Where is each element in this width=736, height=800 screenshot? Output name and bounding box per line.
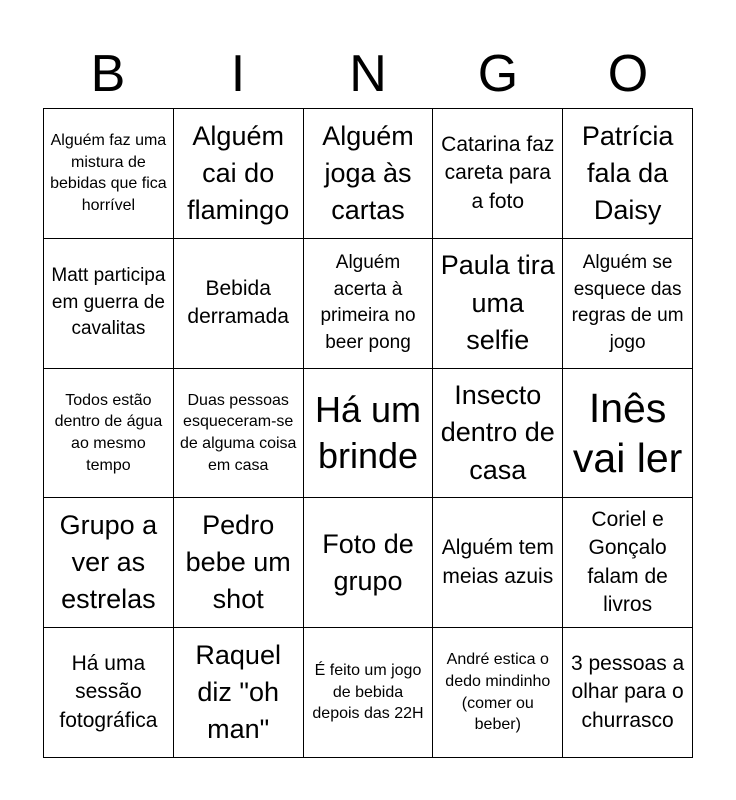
cell-text: Inês vai ler xyxy=(572,384,683,481)
bingo-cell[interactable] xyxy=(44,239,174,369)
header-letter-n: N xyxy=(349,45,387,103)
cell-text: Alguém se esquece das regras de um jogo xyxy=(571,252,684,353)
cell-text: Alguém acerta à primeira no beer pong xyxy=(320,252,416,353)
bingo-cell[interactable] xyxy=(563,239,693,369)
bingo-cell[interactable] xyxy=(174,109,304,239)
cell-text: Há um brinde xyxy=(314,388,421,476)
cell-text: Patrícia fala da Daisy xyxy=(581,120,674,226)
bingo-cell[interactable] xyxy=(44,369,174,499)
bingo-cell[interactable] xyxy=(304,369,434,499)
cell-text: Duas pessoas esqueceram-se de alguma coisa em casa xyxy=(179,391,297,474)
bingo-cell[interactable] xyxy=(174,628,304,758)
bingo-cell[interactable] xyxy=(304,628,434,758)
header-letter-o: O xyxy=(607,45,649,103)
bingo-cell[interactable] xyxy=(563,109,693,239)
cell-text: Alguém cai do flamingo xyxy=(187,120,290,226)
bingo-cell[interactable] xyxy=(304,109,434,239)
bingo-header xyxy=(43,40,693,108)
bingo-cell[interactable] xyxy=(563,628,693,758)
cell-text: Alguém joga às cartas xyxy=(322,120,414,226)
bingo-cell[interactable] xyxy=(433,498,563,628)
bingo-cell[interactable] xyxy=(433,369,563,499)
bingo-cell[interactable] xyxy=(174,239,304,369)
bingo-cell[interactable] xyxy=(563,498,693,628)
bingo-board xyxy=(43,108,693,758)
bingo-cell[interactable] xyxy=(433,239,563,369)
bingo-cell[interactable] xyxy=(304,498,434,628)
bingo-cell[interactable] xyxy=(433,628,563,758)
cell-text: Foto de grupo xyxy=(322,528,414,596)
cell-text: Grupo a ver as estrelas xyxy=(59,509,158,615)
cell-text: 3 pessoas a olhar para o churrasco xyxy=(570,652,685,732)
bingo-cell[interactable] xyxy=(44,628,174,758)
cell-text: Bebida derramada xyxy=(187,276,289,329)
cell-text: Paula tira uma selfie xyxy=(440,250,555,355)
bingo-cell[interactable] xyxy=(44,109,174,239)
cell-text: Raquel diz "oh man" xyxy=(195,639,281,745)
cell-text: Insecto dentro de casa xyxy=(440,380,555,485)
header-letter-b: B xyxy=(90,45,126,103)
header-letter-g: G xyxy=(477,45,519,103)
cell-text: André estica o dedo mindinho (comer ou beber) xyxy=(445,651,551,734)
header-letter-i: I xyxy=(230,45,246,103)
cell-text: Alguém tem meias azuis xyxy=(441,536,554,588)
cell-text: Catarina faz careta para a foto xyxy=(441,132,555,213)
cell-text: Há uma sessão fotográfica xyxy=(59,652,158,732)
cell-text: Coriel e Gonçalo falam de livros xyxy=(587,508,668,617)
cell-text: É feito um jogo de bebida depois das 22H xyxy=(312,662,424,723)
bingo-cell[interactable] xyxy=(174,369,304,499)
bingo-cell[interactable] xyxy=(563,369,693,499)
cell-text: Alguém faz uma mistura de bebidas que fica horrível xyxy=(50,132,167,214)
bingo-cell[interactable] xyxy=(433,109,563,239)
bingo-cell[interactable] xyxy=(174,498,304,628)
bingo-cell[interactable] xyxy=(44,498,174,628)
cell-text: Matt participa em guerra de cavalitas xyxy=(51,265,166,340)
bingo-cell[interactable] xyxy=(304,239,434,369)
cell-text: Pedro bebe um shot xyxy=(185,509,291,615)
cell-text: Todos estão dentro de água ao mesmo tempo xyxy=(54,391,163,474)
